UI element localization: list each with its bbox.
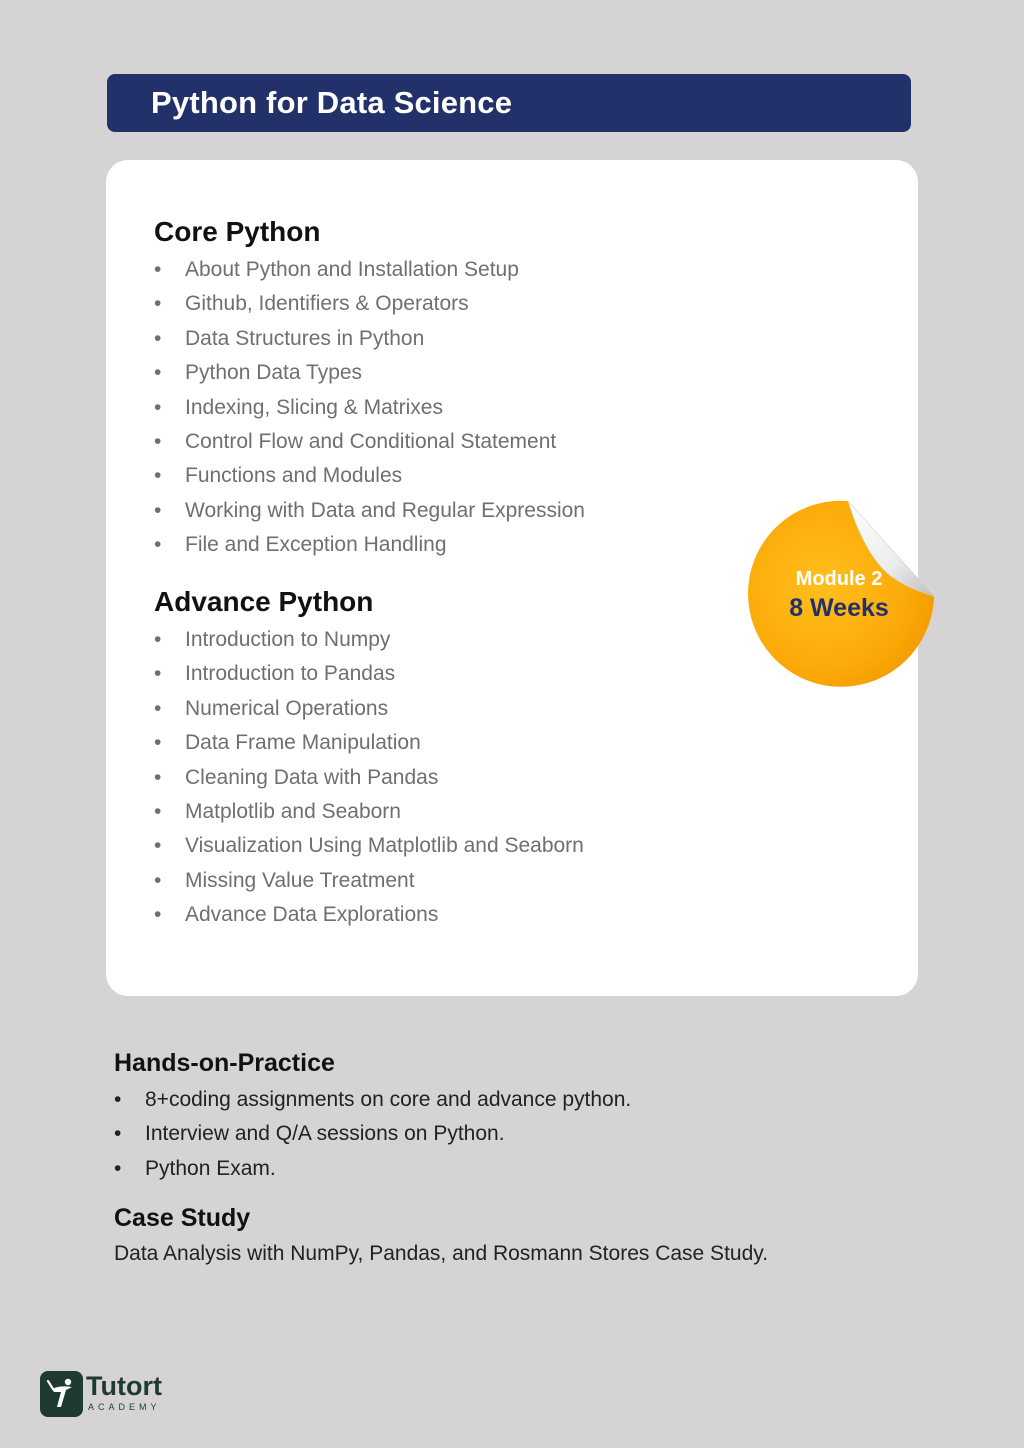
list-item: • Missing Value Treatment: [154, 868, 415, 892]
list-item: • Interview and Q/A sessions on Python.: [114, 1122, 505, 1146]
tutort-academy-logo: [40, 1371, 180, 1419]
advance-python-list: [154, 623, 584, 933]
list-item: • Matplotlib and Seaborn: [154, 799, 401, 823]
list-item: • Numerical Operations: [154, 696, 389, 720]
list-item: • 8+coding assignments on core and advance python.: [114, 1088, 632, 1111]
list-item: • Indexing, Slicing & Matrixes: [154, 395, 443, 419]
module-badge-sticker: [748, 500, 936, 688]
list-item: • Python Data Types: [154, 361, 363, 385]
logo-mark-icon: [40, 1371, 83, 1417]
list-item: • Working with Data and Regular Expression: [154, 498, 585, 522]
list-item: • Cleaning Data with Pandas: [154, 765, 439, 789]
list-item: • File and Exception Handling: [154, 533, 447, 557]
list-item: • Introduction to Pandas: [154, 662, 396, 686]
list-item: • Functions and Modules: [154, 464, 403, 488]
list-item: • Advance Data Explorations: [154, 903, 439, 927]
advance-python-title: Advance Python: [154, 586, 374, 617]
case-study-text: Data Analysis with NumPy, Pandas, and Rosmann Stores Case Study.: [114, 1242, 769, 1265]
list-item: • Introduction to Numpy: [154, 628, 391, 651]
logo-subtitle: ACADEMY: [88, 1402, 161, 1412]
page-title-bar: [107, 74, 911, 132]
core-python-list: [154, 253, 585, 563]
module-duration: 8 Weeks: [789, 594, 889, 622]
practice-title: Hands-on-Practice: [114, 1049, 335, 1077]
list-item: • Github, Identifiers & Operators: [154, 292, 469, 316]
list-item: • Control Flow and Conditional Statement: [154, 429, 557, 453]
core-python-title: Core Python: [154, 216, 321, 247]
practice-list: [114, 1083, 631, 1186]
list-item: • About Python and Installation Setup: [154, 258, 519, 281]
list-item: • Python Exam.: [114, 1156, 276, 1180]
list-item: • Data Structures in Python: [154, 326, 425, 350]
logo-name: Tutort: [86, 1371, 162, 1401]
case-study-title: Case Study: [114, 1204, 251, 1232]
page-title: Python for Data Science: [151, 85, 513, 120]
module-label: Module 2: [795, 568, 883, 590]
list-item: • Visualization Using Matplotlib and Seaborn: [154, 834, 584, 858]
list-item: • Data Frame Manipulation: [154, 731, 421, 755]
